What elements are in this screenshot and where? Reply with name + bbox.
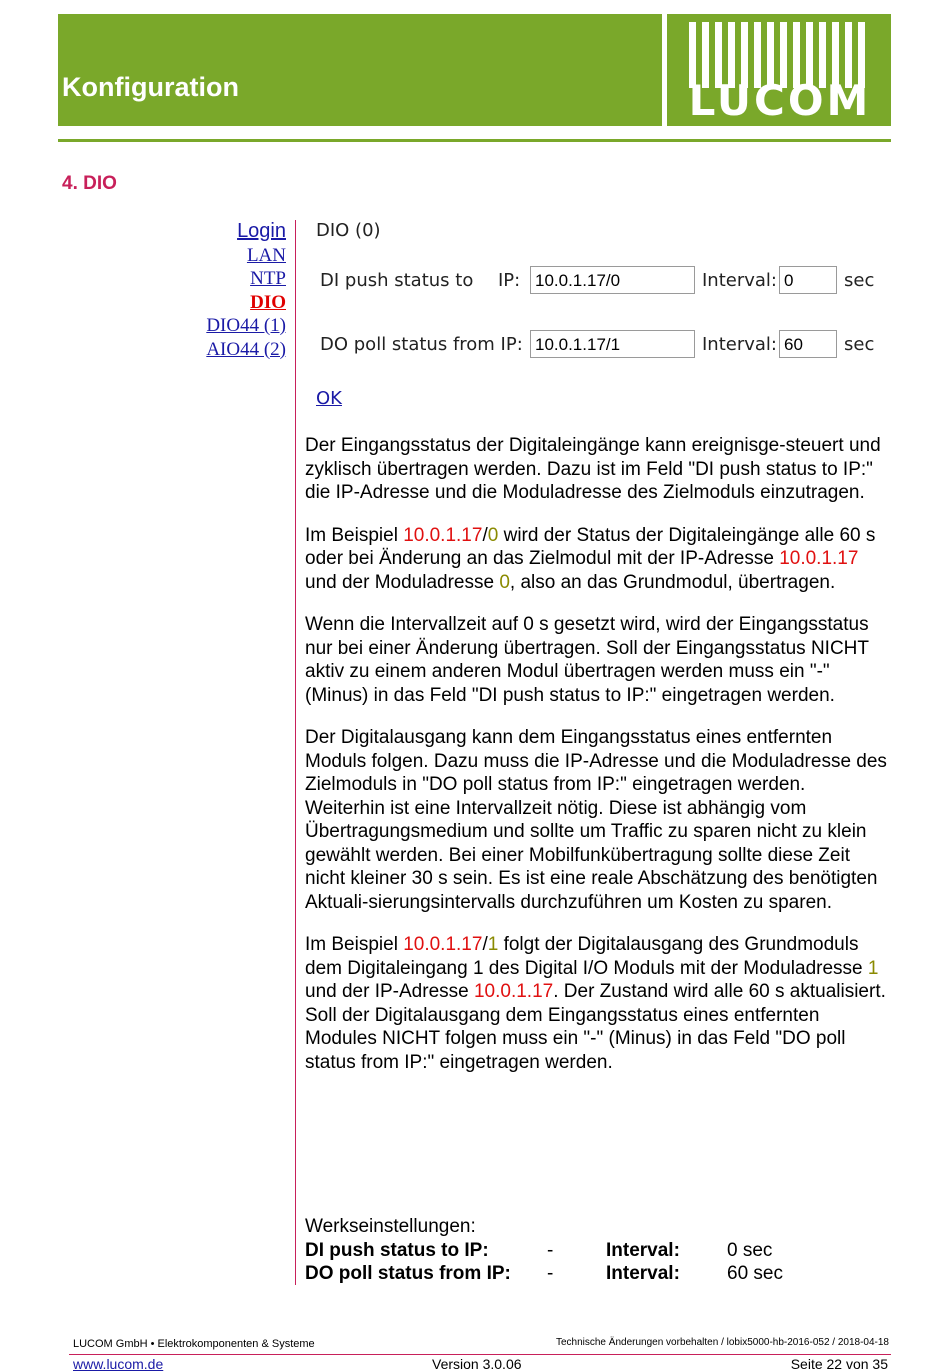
di-label: DI push status to [320, 270, 474, 291]
header-bar [58, 14, 662, 126]
footer-version: Version 3.0.06 [432, 1356, 522, 1372]
logo-text: LUCOM [688, 76, 872, 125]
do-interval-input[interactable]: 60 [779, 330, 837, 358]
footer-company: LUCOM GmbH • Elektrokomponenten & Systeme [73, 1338, 315, 1350]
di-sec-label: sec [844, 270, 875, 291]
do-poll-ip-input[interactable]: 10.0.1.17/1 [530, 330, 695, 358]
paragraph-5: Im Beispiel 10.0.1.17/1 folgt der Digitalausgang des Grundmoduls dem Digitaleingang 1 des Digital I/O Moduls mit der Moduladresse 1 und der IP-Adresse 10.0.1.17. Der Zustand wird alle 60 s aktualisiert. Soll der Digitalausgang dem Eingangsstatus eines entfernten Modules NICHT folgen muss ein "-" (Minus) in das Feld "DO poll status from IP:" eingetragen werden. [305, 934, 886, 1073]
default-interval: 0 sec [727, 1239, 773, 1261]
nav-item-login[interactable]: Login [237, 220, 286, 242]
defaults-heading: Werkseinstellungen: [305, 1216, 476, 1237]
description-text [305, 434, 890, 1093]
do-interval-label: Interval: [702, 334, 777, 355]
factory-defaults [305, 1215, 783, 1286]
nav-item-aio44[interactable]: AIO44 (2) [206, 338, 286, 360]
paragraph-3: Wenn die Intervallzeit auf 0 s gesetzt wird, wird der Eingangsstatus nur bei einer Änderung übertragen. Soll der Eingangsstatus NICHT aktiv zu einem anderen Modul übertragen werden muss ein "-" (Minus) in das Feld "DI push status to IP:" eingetragen werden. [305, 614, 869, 706]
defaults-row [305, 1239, 773, 1263]
default-interval-label: Interval: [606, 1263, 680, 1284]
do-sec-label: sec [844, 334, 875, 355]
do-label: DO poll status from IP: [320, 334, 523, 355]
dio-form [316, 218, 896, 418]
footer-website-link[interactable]: www.lucom.de [73, 1356, 164, 1372]
di-push-ip-input[interactable]: 10.0.1.17/0 [530, 266, 695, 294]
header-divider [58, 139, 891, 142]
page-title: Konfiguration [62, 72, 239, 102]
default-label: DO poll status from IP: [305, 1263, 511, 1284]
form-title: DIO (0) [316, 220, 381, 241]
di-ip-label: IP: [498, 270, 521, 291]
footer-divider [69, 1354, 891, 1355]
nav-divider [295, 220, 296, 1285]
footer-page-number: Seite 22 von 35 [790, 1356, 888, 1372]
footer-note: Technische Änderungen vorbehalten / lobix5000-hb-2016-052 / 2018-04-18 [555, 1337, 889, 1348]
ok-button[interactable]: OK [316, 388, 342, 409]
default-value: - [547, 1239, 554, 1261]
nav-item-lan[interactable]: LAN [246, 244, 286, 266]
nav-item-dio[interactable]: DIO [250, 291, 286, 313]
paragraph-2: Im Beispiel 10.0.1.17/0 wird der Status der Digitaleingänge alle 60 s oder bei Änderung an das Zielmodul mit der IP-Adresse 10.0.1.17 und der Moduladresse 0, also an das Grundmodul, übertragen. [305, 524, 876, 593]
default-interval: 60 sec [727, 1263, 783, 1284]
nav-item-ntp[interactable]: NTP [250, 268, 286, 289]
paragraph-1: Der Eingangsstatus der Digitaleingänge kann ereignisge-steuert und zyklisch übertragen werden. Dazu ist im Feld "DI push status to IP:" die IP-Adresse und die Moduladresse des Zielmoduls einzutragen. [305, 435, 881, 503]
lucom-logo [667, 14, 891, 126]
default-interval-label: Interval: [606, 1239, 680, 1261]
nav-item-dio44[interactable]: DIO44 (1) [206, 315, 286, 336]
paragraph-4: Der Digitalausgang kann dem Eingangsstatus eines entfernten Moduls folgen. Dazu muss die IP-Adresse und die Moduladresse des Zielmoduls in "DO poll status from IP:" eingetragen werden. Weiterhin ist eine Intervallzeit nötig. Diese ist abhängig vom Übertragungsmedium und sollte um Traffic zu sparen nicht zu klein gewählt werden. Bei einer Mobilfunkübertragung sollte diese Zeit nicht kleiner 30 s sein. Es ist eine reale Abschätzung des benötigten Aktuali-sierungsintervalls durchzuführen um Kosten zu sparen. [305, 727, 887, 913]
side-nav [160, 220, 286, 361]
default-value: - [547, 1263, 554, 1284]
di-interval-input[interactable]: 0 [779, 266, 837, 294]
default-label: DI push status to IP: [305, 1239, 489, 1261]
defaults-row [305, 1262, 783, 1286]
section-title: 4. DIO [62, 173, 117, 194]
di-interval-label: Interval: [702, 270, 777, 291]
